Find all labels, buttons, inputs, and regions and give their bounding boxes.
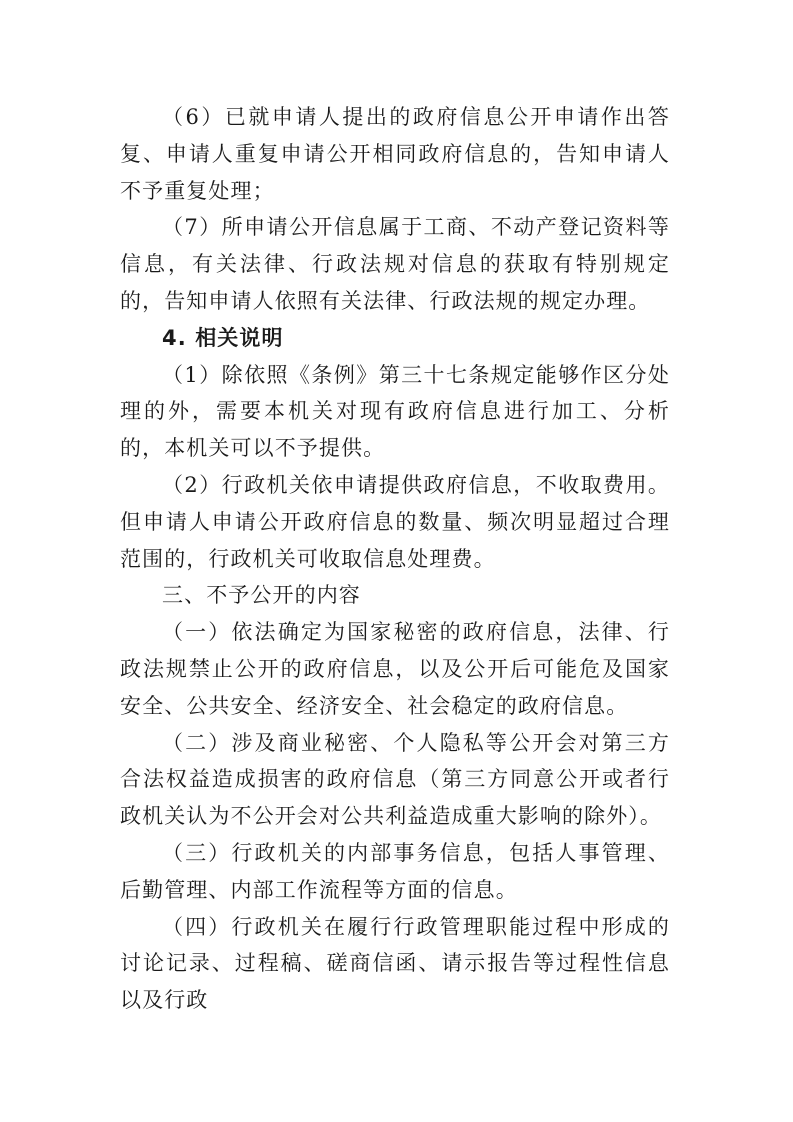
paragraph-item-6: （6）已就申请人提出的政府信息公开申请作出答复、申请人重复申请公开相同政府信息的，告知申请人不予重复处理； bbox=[120, 105, 670, 203]
document-body bbox=[120, 99, 670, 1019]
paragraph-item-7: （7）所申请公开信息属于工商、不动产登记资料等信息，有关法律、行政法规对信息的获取有特别规定的，告知申请人依照有关法律、行政法规的规定办理。 bbox=[120, 215, 670, 313]
subsection-heading: 4. 相关说明 bbox=[162, 325, 284, 350]
paragraph-exempt-3: （三）行政机关的内部事务信息，包括人事管理、后勤管理、内部工作流程等方面的信息。 bbox=[120, 840, 670, 902]
paragraph-exempt-2: （二）涉及商业秘密、个人隐私等公开会对第三方合法权益造成损害的政府信息（第三方同意公开或者行政机关认为不公开会对公共利益造成重大影响的除外）。 bbox=[120, 730, 670, 829]
paragraph-exempt-4: （四）行政机关在履行行政管理职能过程中形成的讨论记录、过程稿、磋商信函、请示报告等过程性信息以及行政 bbox=[120, 914, 670, 1013]
paragraph-exempt-1: （一）依法确定为国家秘密的政府信息，法律、行政法规禁止公开的政府信息，以及公开后可能危及国家安全、公共安全、经济安全、社会稳定的政府信息。 bbox=[120, 620, 670, 718]
paragraph-note-2: （2）行政机关依申请提供政府信息，不收取费用。但申请人申请公开政府信息的数量、频次明显超过合理范围的，行政机关可收取信息处理费。 bbox=[120, 472, 670, 571]
paragraph-note-1: （1）除依照《条例》第三十七条规定能够作区分处理的外，需要本机关对现有政府信息进行加工、分析的，本机关可以不予提供。 bbox=[120, 362, 670, 461]
section-heading: 三、不予公开的内容 bbox=[162, 583, 361, 608]
